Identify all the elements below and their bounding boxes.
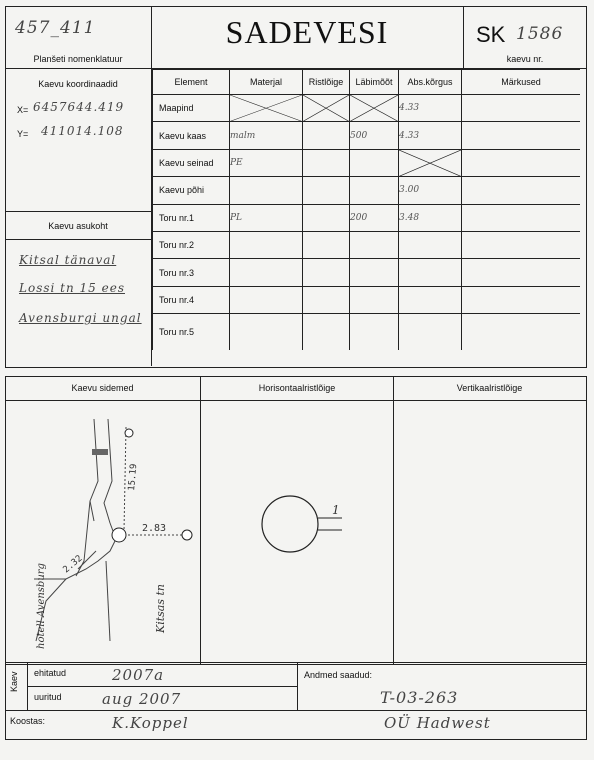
row-labimoot: 200 bbox=[350, 204, 399, 231]
sketch-dist-1519: 15.19 bbox=[127, 463, 140, 492]
pipe-number-label: 1 bbox=[332, 503, 340, 517]
footer-row-line bbox=[27, 686, 297, 687]
x-value: 6457644.419 bbox=[33, 100, 125, 114]
row-element: Kaevu seinad bbox=[153, 149, 230, 176]
row-element: Toru nr.1 bbox=[153, 204, 230, 231]
location-label-line bbox=[5, 239, 151, 240]
row-labimoot: 500 bbox=[350, 122, 399, 149]
row-ristloige bbox=[303, 149, 350, 176]
row-markused bbox=[462, 95, 581, 122]
row-materjal: PL bbox=[230, 204, 303, 231]
header-element: Element bbox=[153, 70, 230, 95]
ehitatud-label: ehitatud bbox=[34, 668, 67, 678]
row-element: Kaevu kaas bbox=[153, 122, 230, 149]
company-value: OÜ Hadwest bbox=[384, 714, 491, 732]
nomenklatuur-cell bbox=[5, 6, 152, 69]
sketch-street-kitsas: Kitsas tn bbox=[154, 583, 167, 633]
y-label: Y= bbox=[17, 129, 29, 139]
reference-point-symbol bbox=[182, 530, 192, 540]
location-line-3: Avensburgi ungal bbox=[19, 311, 142, 325]
table-row bbox=[153, 259, 581, 286]
table-row bbox=[153, 122, 581, 149]
sketch-pipe-right bbox=[104, 419, 112, 523]
andmed-label: Andmed saadud: bbox=[304, 670, 373, 680]
row-materjal: malm bbox=[230, 122, 303, 149]
table-row bbox=[153, 204, 581, 231]
sketch-tie-vertical bbox=[124, 427, 126, 531]
sk-prefix: SK bbox=[476, 22, 506, 47]
sidemed-title: Kaevu sidemed bbox=[71, 383, 134, 393]
ehitatud-value: 2007a bbox=[112, 666, 165, 684]
sketch-dist-232: 2.32 bbox=[61, 553, 85, 576]
nomenklatuur-value: 457_411 bbox=[15, 18, 96, 38]
koostas-value: K.Koppel bbox=[112, 714, 189, 732]
kaevu-nr-cell bbox=[463, 6, 586, 69]
kaevu-nr-label: kaevu nr. bbox=[506, 54, 544, 64]
location-sketch bbox=[6, 401, 200, 663]
hydrant-symbol bbox=[125, 429, 133, 437]
table-row bbox=[153, 149, 581, 176]
table-row bbox=[153, 286, 581, 313]
horizontal-section-drawing bbox=[250, 480, 360, 570]
y-value: 411014.108 bbox=[41, 124, 124, 138]
row-markused bbox=[462, 204, 581, 231]
location-line-2: Lossi tn 15 ees bbox=[19, 281, 125, 295]
row-element: Maapind bbox=[153, 95, 230, 122]
section-divider-1 bbox=[200, 376, 201, 664]
location-line-1: Kitsal tänaval bbox=[19, 253, 117, 267]
manhole-circle bbox=[262, 496, 318, 552]
row-abs: 4.33 bbox=[399, 122, 462, 149]
sketch-hotel-label: hotell Avensburg bbox=[36, 563, 47, 649]
row-element: Toru nr.3 bbox=[153, 259, 230, 286]
sketch-dist-283: 2.83 bbox=[142, 523, 167, 534]
header-materjal: Materjal bbox=[230, 70, 303, 95]
ristloige-crossed-cell bbox=[303, 95, 350, 122]
coordinates-block bbox=[5, 69, 152, 212]
uuritud-label: uuritud bbox=[34, 692, 62, 702]
row-labimoot bbox=[350, 177, 399, 204]
row-ristloige bbox=[303, 204, 350, 231]
row-abs: 4.33 bbox=[399, 95, 462, 122]
koostas-frame bbox=[5, 710, 587, 740]
horisontaal-title: Horisontaalristlõige bbox=[258, 383, 336, 393]
table-row bbox=[153, 95, 581, 122]
sketch-pipe-left bbox=[90, 419, 98, 521]
labimoot-crossed-cell bbox=[350, 95, 399, 122]
section-divider-2 bbox=[393, 376, 394, 664]
element-table bbox=[152, 69, 580, 350]
header-abs-korgus: Abs.kõrgus bbox=[399, 70, 462, 95]
row-materjal bbox=[230, 177, 303, 204]
row-element: Toru nr.4 bbox=[153, 286, 230, 313]
row-element: Toru nr.5 bbox=[153, 314, 230, 351]
uuritud-value: aug 2007 bbox=[102, 690, 182, 708]
header-ristloige: Ristlõige bbox=[303, 70, 350, 95]
table-row bbox=[153, 231, 581, 258]
row-abs: 3.48 bbox=[399, 204, 462, 231]
koostas-label: Koostas: bbox=[10, 716, 46, 726]
sketch-road-right bbox=[106, 561, 110, 641]
kaev-label: Kaev bbox=[9, 671, 19, 692]
abs-crossed-cell bbox=[399, 149, 462, 176]
row-ristloige bbox=[303, 177, 350, 204]
row-markused bbox=[462, 122, 581, 149]
location-label: Kaevu asukoht bbox=[48, 221, 108, 231]
andmed-value: T-03-263 bbox=[380, 688, 459, 707]
row-materjal: PE bbox=[230, 149, 303, 176]
manhole-symbol bbox=[112, 528, 126, 542]
footer-divider bbox=[297, 662, 298, 710]
row-abs: 3.00 bbox=[399, 177, 462, 204]
row-markused bbox=[462, 149, 581, 176]
vertikaal-title: Vertikaalristlõige bbox=[456, 383, 523, 393]
row-element: Toru nr.2 bbox=[153, 231, 230, 258]
location-block bbox=[5, 211, 152, 366]
materjal-crossed-cell bbox=[230, 95, 303, 122]
header-markused: Märkused bbox=[462, 70, 581, 95]
row-labimoot bbox=[350, 149, 399, 176]
table-row bbox=[153, 177, 581, 204]
row-element: Kaevu põhi bbox=[153, 177, 230, 204]
page-title: SADEVESI bbox=[225, 14, 389, 50]
kaev-label-cell bbox=[5, 662, 28, 710]
x-label: X= bbox=[17, 105, 29, 115]
row-ristloige bbox=[303, 122, 350, 149]
valve-symbol bbox=[92, 449, 108, 455]
row-markused bbox=[462, 177, 581, 204]
header-labimoot: Läbimõõt bbox=[350, 70, 399, 95]
coordinates-label: Kaevu koordinaadid bbox=[38, 79, 118, 89]
table-row bbox=[153, 314, 581, 351]
sk-number: 1586 bbox=[516, 24, 564, 44]
nomenklatuur-label: Planšeti nomenklatuur bbox=[33, 54, 123, 64]
